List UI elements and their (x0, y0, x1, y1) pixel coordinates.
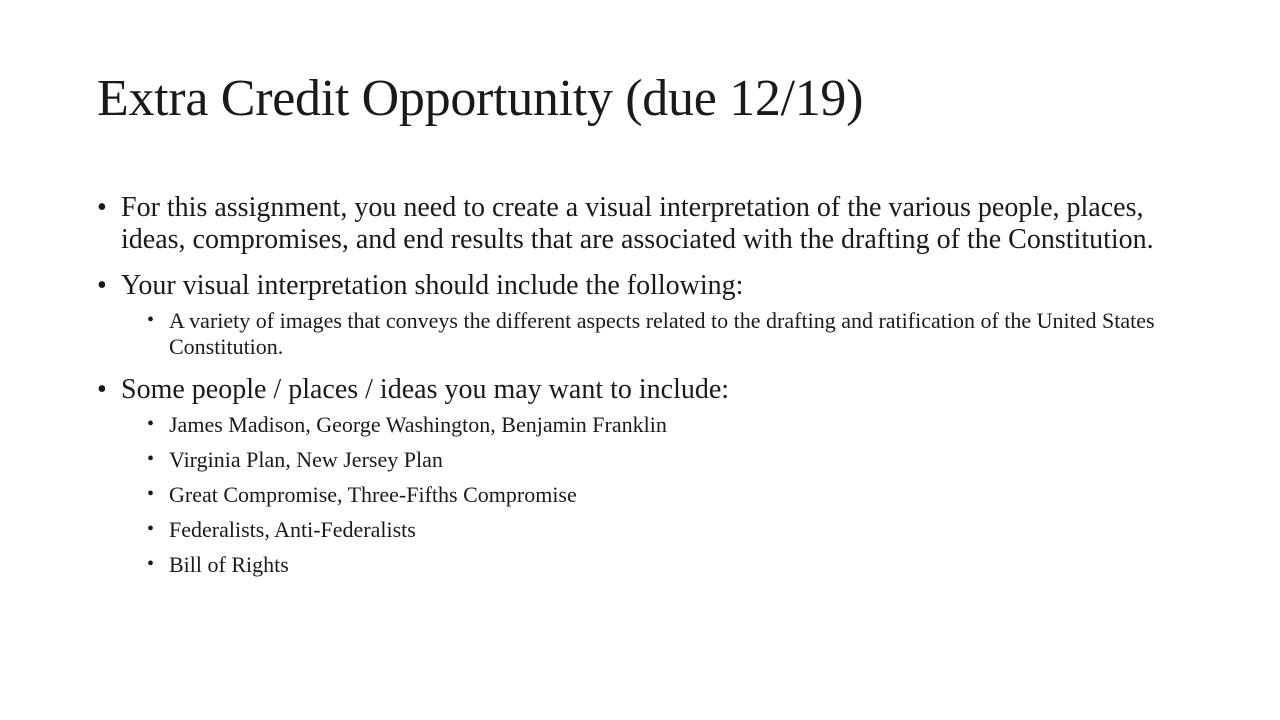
sub-bullet (145, 447, 1187, 473)
bullet-dot-icon: • (147, 553, 155, 575)
bullet-dot-icon: • (147, 518, 155, 540)
sub-bullet-text: Virginia Plan, New Jersey Plan (169, 447, 443, 472)
sub-bullet-text: James Madison, George Washington, Benjamin Franklin (169, 412, 667, 437)
sub-bullet (145, 517, 1187, 543)
sub-bullet-list (121, 412, 1187, 578)
sub-bullet-text: A variety of images that conveys the different aspects related to the drafting and ratification of the United States Constitution. (169, 308, 1155, 359)
sub-bullet-text: Bill of Rights (169, 552, 289, 577)
bullet-text: Your visual interpretation should include the following: (121, 270, 744, 301)
bullet-dot-icon: • (147, 309, 155, 331)
sub-bullet (145, 482, 1187, 508)
sub-bullet (145, 412, 1187, 438)
sub-bullet (145, 308, 1187, 360)
slide-title: Extra Credit Opportunity (due 12/19) (97, 70, 864, 127)
slide-body (97, 192, 1187, 592)
bullet-text: For this assignment, you need to create a visual interpretation of the various people, places, ideas, compromises, and end results that are associated with the drafting of the Constitution. (121, 192, 1154, 255)
bullet-suggestions (97, 374, 1187, 578)
bullet-dot-icon: • (147, 483, 155, 505)
bullet-text: Some people / places / ideas you may want to include: (121, 374, 730, 405)
bullet-dot-icon: • (147, 413, 155, 435)
bullet-dot-icon: • (97, 374, 107, 405)
bullet-dot-icon: • (147, 448, 155, 470)
bullet-dot-icon: • (97, 270, 107, 301)
bullet-requirements (97, 270, 1187, 360)
bullet-assignment (97, 192, 1187, 256)
bullet-list (97, 192, 1187, 578)
sub-bullet-text: Federalists, Anti-Federalists (169, 517, 416, 542)
sub-bullet (145, 552, 1187, 578)
sub-bullet-list (121, 308, 1187, 360)
sub-bullet-text: Great Compromise, Three-Fifths Compromise (169, 482, 577, 507)
bullet-dot-icon: • (97, 192, 107, 223)
